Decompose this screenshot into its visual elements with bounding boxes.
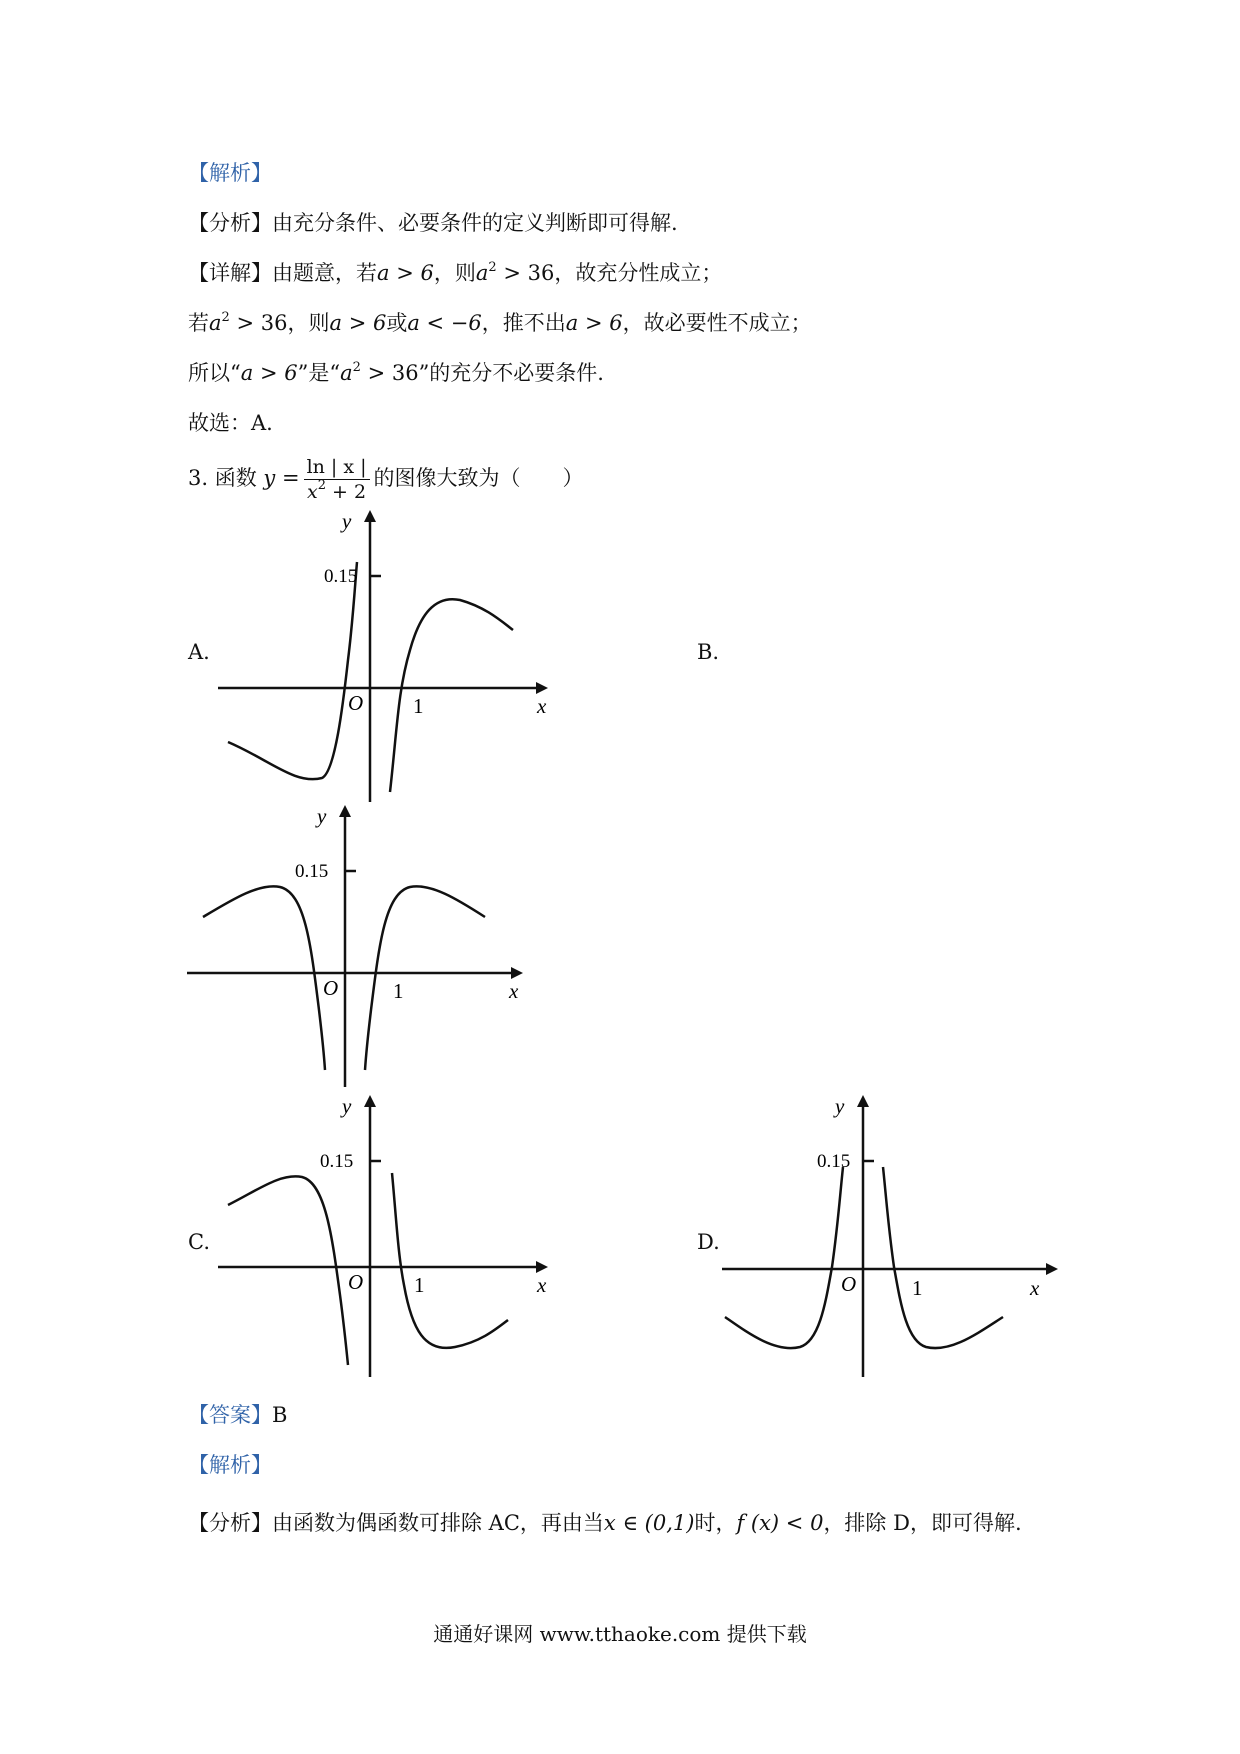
curve-right	[392, 1173, 508, 1348]
option-b-label[interactable]: B.	[697, 640, 720, 664]
graph-c	[210, 1095, 550, 1385]
y-tick-label: 0.15	[320, 1151, 354, 1172]
y-label: y	[342, 1094, 352, 1118]
fraction-numerator: ln | x |	[304, 455, 370, 480]
math: a > 6	[377, 261, 434, 285]
text: 时，	[694, 1511, 737, 1535]
curve-left	[228, 1176, 348, 1365]
fraction-denominator	[304, 480, 370, 504]
origin-label: O	[348, 691, 364, 715]
math: a	[475, 261, 489, 285]
math: > 36	[367, 361, 419, 385]
question-3	[188, 452, 584, 504]
math: x	[306, 481, 318, 503]
graph-d	[720, 1095, 1060, 1385]
y-tick-label: 0.15	[324, 566, 358, 587]
text: ，则	[433, 261, 476, 285]
origin-label: O	[323, 976, 339, 1000]
x-arrow	[536, 1261, 548, 1273]
jiexi-heading-2: 【解析】	[188, 1453, 272, 1477]
math: a > 6	[565, 311, 623, 335]
question-number: 3.	[188, 466, 209, 490]
question-prefix: 函数	[214, 466, 257, 490]
y-arrow	[364, 1095, 376, 1107]
text: 或	[386, 311, 408, 335]
jiexi-heading: 【解析】	[188, 161, 272, 185]
curve-right	[365, 886, 485, 1070]
x-label: x	[1030, 1276, 1040, 1300]
answer-tag: 【答案】	[188, 1403, 272, 1427]
text: ，故充分性成立；	[554, 261, 723, 285]
y-arrow	[364, 510, 376, 522]
text: ，排除 D，即可得解.	[823, 1511, 1022, 1535]
text: 所以“	[188, 361, 241, 385]
analysis-tag: 【分析】	[188, 1511, 272, 1535]
answer-line	[188, 1400, 287, 1430]
math: a > 6	[240, 361, 298, 385]
y-tick-label: 0.15	[817, 1151, 851, 1172]
text: ，推不出	[481, 311, 566, 335]
exponent: 2	[221, 310, 230, 325]
fraction	[304, 455, 370, 504]
graph-a	[210, 510, 550, 810]
curve-right	[883, 1167, 1003, 1348]
math: > 36	[236, 311, 288, 335]
text: 若	[188, 311, 209, 335]
x-arrow	[536, 682, 548, 694]
math: a	[209, 311, 222, 335]
answer-value: B	[272, 1403, 288, 1427]
analysis-tag: 【分析】	[188, 211, 272, 235]
x-arrow	[1046, 1263, 1058, 1275]
curve-right	[390, 599, 513, 792]
x-tick-label: 1	[912, 1276, 923, 1300]
option-a-label[interactable]: A.	[188, 640, 210, 664]
y-arrow	[857, 1095, 869, 1107]
analysis-text: 由充分条件、必要条件的定义判断即可得解.	[272, 211, 678, 235]
x-label: x	[509, 979, 519, 1003]
math: a < −6	[407, 311, 482, 335]
curve-left	[228, 562, 357, 779]
analysis-line	[188, 208, 678, 238]
x-label: x	[537, 1273, 547, 1297]
y-tick-label: 0.15	[295, 861, 329, 882]
x-arrow	[511, 967, 523, 979]
detail-line-1	[188, 258, 722, 288]
origin-label: O	[841, 1272, 857, 1296]
y-arrow	[339, 805, 351, 817]
text: ”是“	[297, 361, 341, 385]
x-tick-label: 1	[413, 694, 424, 718]
question-suffix: 的图像大致为（ ）	[373, 466, 584, 490]
analysis-line-2	[188, 1508, 1022, 1538]
detail-line-3	[188, 358, 604, 388]
math: a > 6	[329, 311, 387, 335]
choice-line: 故选：A.	[188, 411, 273, 435]
math: > 36	[503, 261, 555, 285]
math: + 2	[332, 481, 367, 503]
math: x ∈ (0,1)	[603, 1511, 695, 1535]
math: f (x) < 0	[736, 1511, 824, 1535]
graph-b	[185, 805, 525, 1095]
text: ，故必要性不成立；	[622, 311, 812, 335]
curve-left	[203, 886, 325, 1070]
exponent: 2	[317, 478, 326, 493]
detail-tag: 【详解】	[188, 261, 272, 285]
text: 由函数为偶函数可排除 AC，再由当	[272, 1511, 604, 1535]
y-label: y	[835, 1094, 845, 1118]
footer-source: 通通好课网 www.tthaoke.com 提供下载	[433, 1622, 807, 1646]
y-label: y	[342, 509, 352, 533]
x-tick-label: 1	[414, 1273, 425, 1297]
x-label: x	[537, 694, 547, 718]
math: a	[340, 361, 353, 385]
option-c-label[interactable]: C.	[188, 1230, 210, 1254]
text: ”的充分不必要条件.	[418, 361, 604, 385]
y-label: y	[317, 804, 327, 828]
text: 由题意，若	[272, 261, 377, 285]
option-d-label[interactable]: D.	[697, 1230, 720, 1254]
exponent: 2	[488, 260, 497, 275]
curve-left	[725, 1167, 843, 1348]
x-tick-label: 1	[393, 979, 404, 1003]
exponent: 2	[352, 360, 361, 375]
origin-label: O	[348, 1270, 364, 1294]
function-lhs: y =	[263, 466, 300, 490]
detail-line-2	[188, 308, 812, 338]
text: ，则	[287, 311, 330, 335]
